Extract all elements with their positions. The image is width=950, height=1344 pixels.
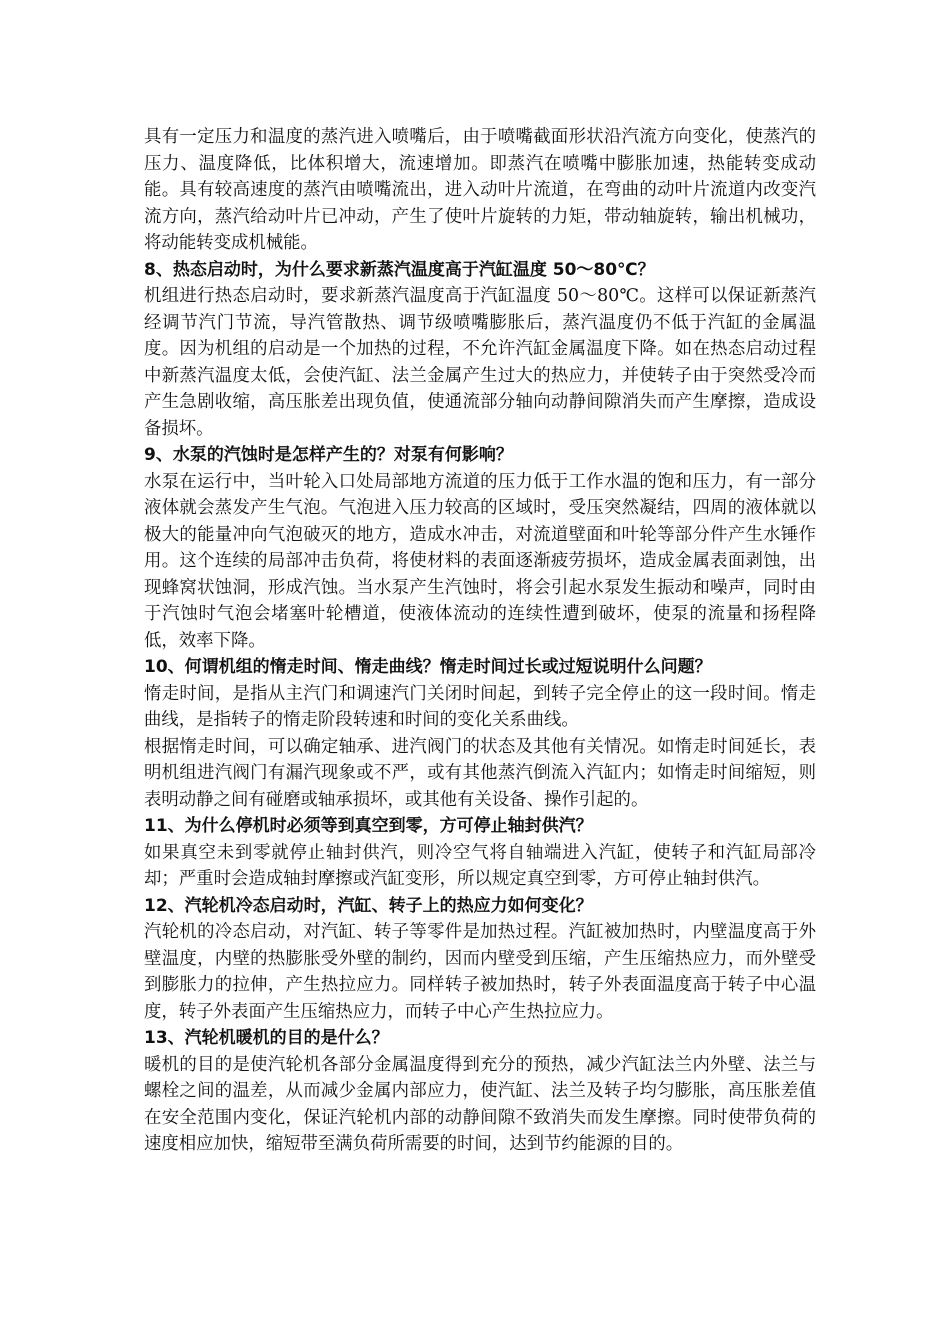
answer-10-paragraph-2: 根据惰走时间，可以确定轴承、进汽阀门的状态及其他有关情况。如惰走时间延长，表明机组进汽阀门有漏汽现象或不严，或有其他蒸汽倒流入汽缸内；如惰走时间缩短，则表明动静之间有碰磨或轴承损坏，或其他有关设备、操作引起的。 [144,736,816,810]
question-10-heading: 10、何谓机组的惰走时间、惰走曲线？惰走时间过长或过短说明什么问题？ [144,657,712,677]
document-page [144,124,816,1158]
answer-12-paragraph: 汽轮机的冷态启动，对汽缸、转子等零件是加热过程。汽缸被加热时，内壁温度高于外壁温度，内壁的热膨胀受外壁的制约，因而内壁受到压缩，产生压缩热应力，而外壁受到膨胀力的拉伸，产生热拉应力。同样转子被加热时，转子外表面温度高于转子中心温度，转子外表面产生压缩热应力，而转子中心产生热拉应力。 [144,922,816,1022]
question-12-heading: 12、汽轮机冷态启动时，汽缸、转子上的热应力如何变化？ [144,895,593,916]
answer-10-paragraph-1: 惰走时间，是指从主汽门和调速汽门关闭时间起，到转子完全停止的这一段时间。惰走曲线，是指转子的惰走阶段转速和时间的变化关系曲线。 [144,683,816,730]
answer-9-paragraph: 水泵在运行中，当叶轮入口处局部地方流道的压力低于工作水温的饱和压力，有一部分液体就会蒸发产生气泡。气泡进入压力较高的区域时，受压突然凝结，四周的液体就以极大的能量冲向气泡破灭的地方，造成水冲击，对流道壁面和叶轮等部分件产生水锤作用。这个连续的局部冲击负荷，将使材料的表面逐渐疲劳损坏，造成金属表面剥蚀，出现蜂窝状蚀洞，形成汽蚀。当水泵产生汽蚀时，将会引起水泵发生振动和噪声，同时由于汽蚀时气泡会堵塞叶轮槽道，使液体流动的连续性遭到破坏，使泵的流量和扬程降低，效率下降。 [144,471,816,651]
answer-13-paragraph: 暖机的目的是使汽轮机各部分金属温度得到充分的预热，减少汽缸法兰内外壁、法兰与螺栓之间的温差，从而减少金属内部应力，使汽缸、法兰及转子均匀膨胀，高压胀差值在安全范围内变化，保证汽轮机内部的动静间隙不致消失而发生摩擦。同时使带负荷的速度相应加快，缩短带至满负荷所需要的时间，达到节约能源的目的。 [144,1054,816,1154]
question-9-heading: 9、水泵的汽蚀时是怎样产生的？对泵有何影响？ [144,445,513,465]
question-11-heading: 11、为什么停机时必须等到真空到零，方可停止轴封供汽？ [144,816,593,836]
paragraph-intro: 具有一定压力和温度的蒸汽进入喷嘴后，由于喷嘴截面形状沿汽流方向变化，使蒸汽的压力、温度降低，比体积增大，流速增加。即蒸汽在喷嘴中膨胀加速，热能转变成动能。具有较高速度的蒸汽由喷嘴流出，进入动叶片流道，在弯曲的动叶片流道内改变汽流方向，蒸汽给动叶片已冲动，产生了使叶片旋转的力矩，带动轴旋转，输出机械功，将动能转变成机械能。 [144,127,816,253]
answer-8-paragraph: 机组进行热态启动时，要求新蒸汽温度高于汽缸温度 50～80℃。这样可以保证新蒸汽经调节汽门节流，导汽管散热、调节级喷嘴膨胀后，蒸汽温度仍不低于汽缸的金属温度。因为机组的启动是一个加热的过程，不允许汽缸金属温度下降。如在热态启动过程中新蒸汽温度太低，会使汽缸、法兰金属产生过大的热应力，并使转子由于突然受冷而产生急剧收缩，高压胀差出现负值，使通流部分轴向动静间隙消失而产生摩擦，造成设备损坏。 [144,286,816,439]
question-13-heading: 13、汽轮机暖机的目的是什么？ [144,1028,389,1048]
answer-11-paragraph: 如果真空未到零就停止轴封供汽，则冷空气将自轴端进入汽缸，使转子和汽缸局部冷却；严重时会造成轴封摩擦或汽缸变形，所以规定真空到零，方可停止轴封供汽。 [144,842,816,889]
question-8-heading: 8、热态启动时，为什么要求新蒸汽温度高于汽缸温度 50～80℃？ [144,259,655,280]
